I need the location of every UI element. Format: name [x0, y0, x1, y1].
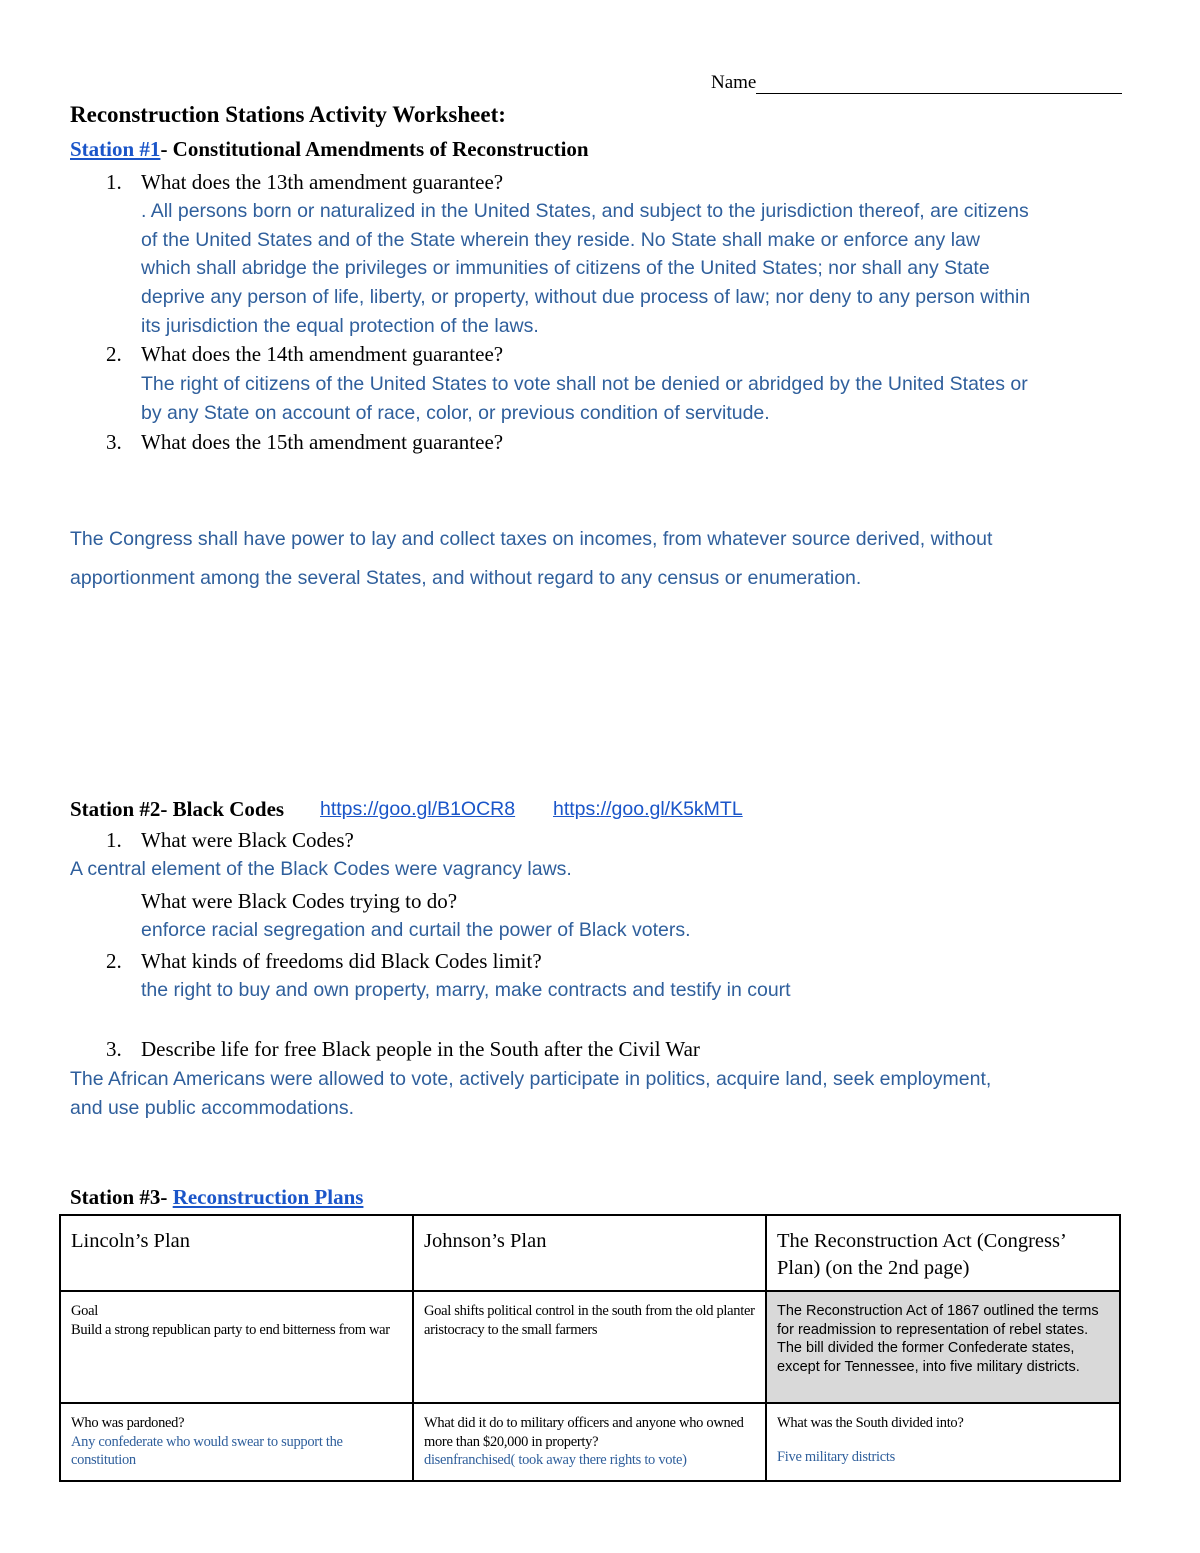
spacer — [777, 1433, 1109, 1448]
name-underline — [756, 73, 1122, 94]
pardoned-answer: Any confederate who would swear to support the constitution — [71, 1433, 343, 1468]
station2-heading-text: Station #2- Black Codes — [70, 797, 285, 821]
s2-q1-text: What were Black Codes? — [141, 828, 354, 852]
station1-heading-rest: - Constitutional Amendments of Reconstruction — [160, 137, 589, 161]
table-row — [60, 1403, 1120, 1481]
table-header-cell: Johnson’s Plan — [413, 1215, 766, 1291]
table-row — [60, 1291, 1120, 1403]
station1-heading — [70, 137, 589, 162]
s1-q1-number: 1. — [106, 170, 122, 194]
s1-a1-line: . All persons born or naturalized in the United States, and subject to the jurisdiction thereof, are citizens — [141, 200, 1029, 222]
s1-a1-line: its jurisdiction the equal protection of the laws. — [141, 314, 539, 337]
congress-plan-text: The Reconstruction Act of 1867 outlined the terms for readmission to representation of rebel states. The bill divided the former Confederate states, except for Tennessee, into five military districts. — [777, 1303, 1099, 1375]
johnson-goal-text: Goal shifts political control in the south from the old planter aristocracy to the small farmers — [424, 1303, 755, 1338]
s1-a3-line: The Congress shall have power to lay and collect taxes on incomes, from whatever source derived, without — [70, 528, 993, 550]
station3-heading-prefix: Station #3- — [70, 1185, 173, 1209]
station3-link[interactable]: Reconstruction Plans — [172, 1185, 364, 1209]
s2-a1: A central element of the Black Codes were vagrancy laws. — [70, 858, 572, 880]
lincoln-goal-label: Goal — [71, 1303, 98, 1319]
s1-a3 — [70, 520, 1150, 597]
s2-a2: the right to buy and own property, marry, make contracts and testify in court — [141, 979, 791, 1001]
s2-q2-number: 2. — [106, 949, 122, 973]
s1-q3-number: 3. — [106, 430, 122, 454]
table-cell-highlighted — [766, 1291, 1120, 1403]
officers-question: What did it do to military officers and anyone who owned more than $20,000 in property? — [424, 1415, 744, 1450]
s1-a1-line: which shall abridge the privileges or immunities of citizens of the United States; nor shall any State — [141, 257, 990, 280]
station2-heading — [70, 797, 284, 822]
s2-q2-text: What kinds of freedoms did Black Codes limit? — [141, 949, 542, 973]
s1-a1-line: of the United States and of the State wherein they reside. No State shall make or enforce any law — [141, 228, 980, 251]
s1-a2-line: The right of citizens of the United States to vote shall not be denied or abridged by the United States or — [141, 373, 1028, 395]
south-divided-answer: Five military districts — [777, 1448, 895, 1465]
s1-a2 — [141, 370, 1141, 427]
s2-a3-line: The African Americans were allowed to vote, actively participate in politics, acquire land, seek employment, — [70, 1068, 992, 1090]
table-cell — [60, 1291, 413, 1403]
page-title: Reconstruction Stations Activity Worksheet: — [70, 102, 506, 127]
officers-answer: disenfranchised( took away there rights to vote) — [424, 1452, 687, 1468]
table-header-cell: Lincoln’s Plan — [60, 1215, 413, 1291]
station3-heading — [70, 1185, 363, 1210]
s2-q1b-text: What were Black Codes trying to do? — [141, 889, 458, 913]
s1-a1 — [141, 197, 1141, 341]
s1-a1-line: deprive any person of life, liberty, or property, without due process of law; nor deny to any person within — [141, 286, 1031, 309]
s2-q1-number: 1. — [106, 828, 122, 852]
table-cell — [766, 1403, 1120, 1481]
station2-link-1[interactable]: https://goo.gl/B1OCR8 — [320, 798, 516, 820]
s1-q2-text: What does the 14th amendment guarantee? — [141, 342, 504, 366]
s1-a2-line: by any State on account of race, color, or previous condition of servitude. — [141, 401, 770, 424]
lincoln-goal-text: Build a strong republican party to end bitterness from war — [71, 1321, 390, 1338]
south-divided-question: What was the South divided into? — [777, 1415, 964, 1431]
table-cell — [413, 1403, 766, 1481]
table-header-cell: The Reconstruction Act (Congress’ Plan) (on the 2nd page) — [766, 1215, 1120, 1291]
s1-q2-number: 2. — [106, 342, 122, 366]
s2-q3-text: Describe life for free Black people in the South after the Civil War — [141, 1037, 700, 1061]
s2-a3 — [70, 1065, 1150, 1122]
table-cell — [60, 1403, 413, 1481]
s2-q3-number: 3. — [106, 1037, 122, 1061]
reconstruction-plans-table — [59, 1214, 1121, 1482]
station1-link[interactable]: Station #1 — [70, 137, 161, 161]
table-header-row — [60, 1215, 1120, 1291]
name-label: Name — [711, 72, 757, 93]
s1-a3-line: apportionment among the several States, and without regard to any census or enumeration. — [70, 566, 862, 589]
s1-q1-text: What does the 13th amendment guarantee? — [141, 170, 504, 194]
table-cell — [413, 1291, 766, 1403]
pardoned-question: Who was pardoned? — [71, 1415, 185, 1431]
s2-a1b: enforce racial segregation and curtail the power of Black voters. — [141, 919, 691, 941]
s2-a3-line: and use public accommodations. — [70, 1096, 354, 1119]
name-field[interactable] — [711, 72, 1122, 94]
station2-link-2[interactable]: https://goo.gl/K5kMTL — [553, 798, 743, 820]
s1-q3-text: What does the 15th amendment guarantee? — [141, 430, 504, 454]
